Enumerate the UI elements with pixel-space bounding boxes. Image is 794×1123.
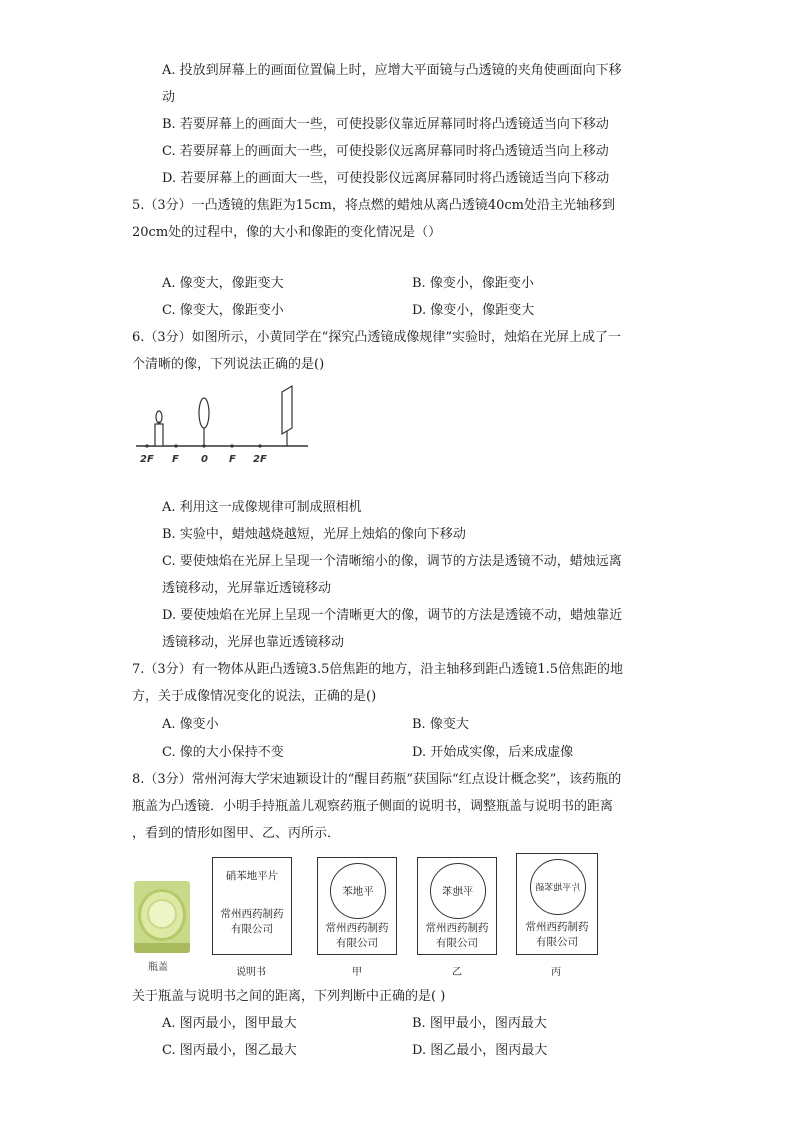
figure-yi-card (417, 857, 497, 955)
bing-company-line1: 常州西药制药 (525, 921, 589, 933)
q8-option-d: D. 图乙最小，图丙最大 (412, 1043, 548, 1058)
jia-lens-view (330, 863, 386, 919)
q4-option-a-line2: 动 (162, 90, 176, 105)
screen-icon (282, 386, 292, 446)
yi-inverted-text: 平地苯 (442, 885, 474, 898)
q6-option-a: A. 利用这一成像规律可制成照相机 (162, 500, 362, 515)
label-origin: 0 (201, 454, 208, 465)
q5-stem-line1: 5.（3分）一凸透镜的焦距为15cm，将点燃的蜡烛从离凸透镜40cm处沿主光轴移到 (132, 198, 615, 213)
label-2f-left: 2F (140, 454, 154, 465)
q8-option-c: C. 图丙最小，图乙最大 (162, 1043, 297, 1058)
q6-stem-line1: 6.（3分）如图所示，小黄同学在“探究凸透镜成像规律”实验时，烛焰在光屏上成了一 (132, 330, 621, 345)
q6-stem-line2: 个清晰的像，下列说法正确的是() (132, 357, 325, 372)
yi-company-line1: 常州西药制药 (425, 922, 489, 934)
q8-stem-line1: 8.（3分）常州河海大学宋迪颖设计的“醒目药瓶”获国际“红点设计概念奖”，该药瓶的 (132, 772, 622, 787)
q6-option-c-line1: C. 要使烛焰在光屏上呈现一个清晰缩小的像，调节的方法是透镜不动，蜡烛远离 (162, 554, 622, 569)
manual-company-line2: 有限公司 (231, 923, 273, 935)
tick-2f-right (258, 444, 261, 447)
bottle-cap-photo (134, 881, 190, 953)
manual-company-line1: 常州西药制药 (220, 908, 284, 920)
optical-bench-figure (132, 380, 312, 465)
q7-stem-line2: 方，关于成像情况变化的说法，正确的是() (132, 689, 377, 704)
q8-option-a: A. 图丙最小，图甲最大 (162, 1016, 297, 1031)
tick-2f-left (145, 444, 148, 447)
q8-option-b: B. 图甲最小，图丙最大 (412, 1016, 547, 1031)
q7-stem-line1: 7.（3分）有一物体从距凸透镜3.5倍焦距的地方，沿主轴移到距凸透镜1.5倍焦距的地 (132, 662, 624, 677)
jia-label: 甲 (352, 967, 362, 978)
yi-lens-view (430, 863, 486, 919)
q8-question: 关于瓶盖与说明书之间的距离，下列判断中正确的是( ) (132, 989, 446, 1004)
q7-option-d: D. 开始成实像，后来成虚像 (412, 745, 574, 760)
label-f-right: F (229, 454, 236, 465)
bing-label: 丙 (551, 967, 561, 978)
manual-title: 硝苯地平片 (225, 870, 279, 882)
q6-option-b: B. 实验中，蜡烛越烧越短，光屏上烛焰的像向下移动 (162, 527, 466, 542)
lens-icon (199, 398, 209, 446)
candle-icon (155, 411, 163, 446)
q4-option-b: B. 若要屏幕上的画面大一些，可使投影仪靠近屏幕同时将凸透镜适当向下移动 (162, 117, 609, 132)
bottle-cap-label: 瓶盖 (148, 962, 168, 973)
label-2f-right: 2F (253, 454, 267, 465)
manual-card (212, 857, 292, 955)
q6-option-d-line2: 透镜移动，光屏也靠近透镜移动 (162, 635, 345, 650)
jia-company-line2: 有限公司 (336, 937, 378, 949)
q5-stem-line2: 20cm处的过程中，像的大小和像距的变化情况是（） (132, 225, 442, 240)
q8-stem-line2: 瓶盖为凸透镜．小明手持瓶盖儿观察药瓶子侧面的说明书，调整瓶盖与说明书的距离 (132, 799, 614, 814)
figure-bing-card (516, 853, 598, 955)
yi-company-line2: 有限公司 (436, 937, 478, 949)
q4-option-a-line1: A. 投放到屏幕上的画面位置偏上时，应增大平面镜与凸透镜的夹角使画面向下移 (162, 63, 622, 78)
manual-label: 说明书 (236, 967, 266, 978)
q8-stem-line3: ，看到的情形如图甲、乙、丙所示． (132, 826, 341, 841)
bing-inverted-text: 片平地苯硝 (535, 883, 581, 894)
bing-company-line2: 有限公司 (536, 936, 578, 948)
q4-option-c: C. 若要屏幕上的画面大一些，可使投影仪远离屏幕同时将凸透镜适当向上移动 (162, 144, 609, 159)
q7-option-c: C. 像的大小保持不变 (162, 745, 284, 760)
jia-magnified-text: 苯地平 (342, 885, 374, 898)
tick-f-left (174, 444, 177, 447)
tick-f-right (230, 444, 233, 447)
figure-jia-card (317, 857, 397, 955)
tick-origin (202, 444, 205, 447)
q5-option-b: B. 像变小，像距变小 (412, 276, 534, 291)
q6-option-d-line1: D. 要使烛焰在光屏上呈现一个清晰更大的像，调节的方法是透镜不动，蜡烛靠近 (162, 608, 623, 623)
q5-option-a: A. 像变大，像距变大 (162, 276, 284, 291)
q5-option-c: C. 像变大，像距变小 (162, 303, 284, 318)
yi-label: 乙 (452, 967, 462, 978)
q7-option-b: B. 像变大 (412, 717, 469, 732)
q5-option-d: D. 像变小，像距变大 (412, 303, 535, 318)
q7-option-a: A. 像变小 (162, 717, 219, 732)
q6-option-c-line2: 透镜移动，光屏靠近透镜移动 (162, 581, 332, 596)
label-f-left: F (172, 454, 179, 465)
jia-company-line1: 常州西药制药 (325, 922, 389, 934)
bing-lens-view (530, 859, 586, 915)
q4-option-d: D. 若要屏幕上的画面大一些，可使投影仪远离屏幕同时将凸透镜适当向下移动 (162, 171, 610, 186)
